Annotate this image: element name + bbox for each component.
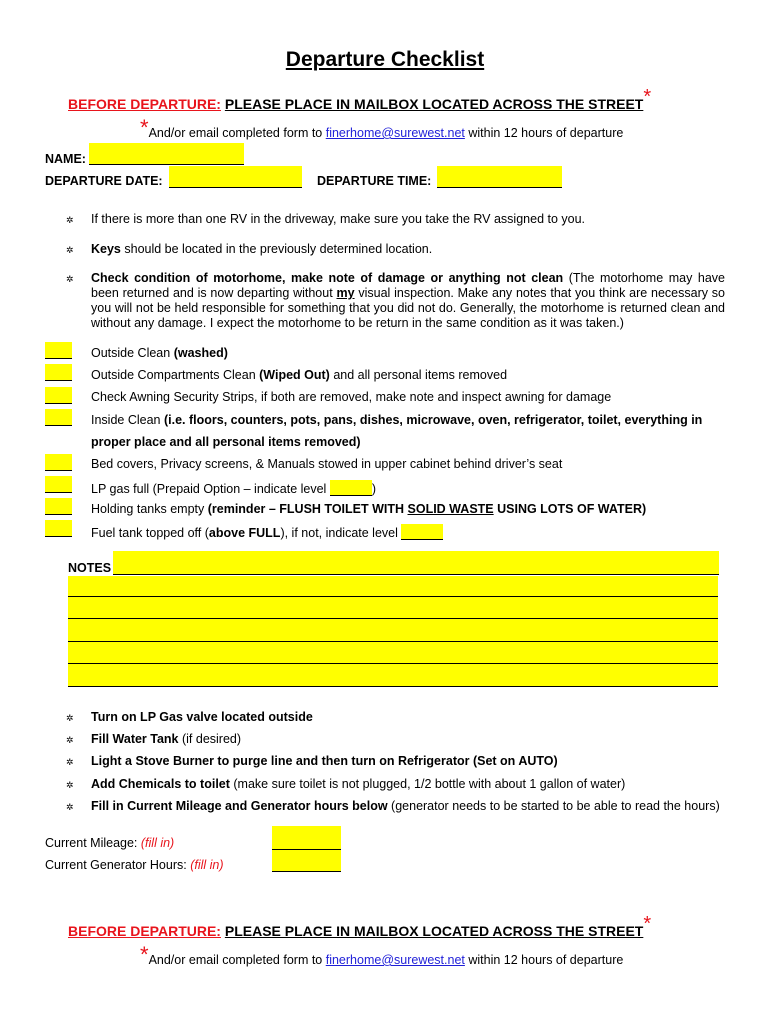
departure-time-label: DEPARTURE TIME: (317, 174, 432, 188)
asterisk-icon: * (643, 913, 652, 935)
generator-hours-underline (272, 871, 341, 872)
item-outside-clean: Outside Clean (washed) (91, 346, 228, 360)
keys-note: Keys should be located in the previously determined location. (91, 242, 433, 256)
rv-assignment-note: If there is more than one RV in the driveway, make sure you take the RV assigned to you. (91, 212, 586, 226)
notes-underline-2 (68, 596, 718, 597)
before-departure-label: BEFORE DEPARTURE: (68, 923, 221, 939)
notes-underline-1 (113, 574, 719, 575)
lp-valve-step: Turn on LP Gas valve located outside (91, 710, 313, 724)
notes-underline-6 (68, 686, 718, 687)
name-label: NAME: (45, 152, 86, 166)
asterisk-icon: * (140, 942, 149, 967)
chemicals-step: Add Chemicals to toilet (make sure toilet is not plugged, 1/2 bottle with about 1 gallon of water) (91, 777, 626, 791)
generator-hours-field[interactable] (272, 850, 341, 872)
bullet-icon: ✲ (66, 245, 74, 255)
current-mileage-field[interactable] (272, 826, 341, 850)
stove-burner-step: Light a Stove Burner to purge line and then turn on Refrigerator (Set on AUTO) (91, 754, 558, 768)
item-outside-compartments: Outside Compartments Clean (Wiped Out) and all personal items removed (91, 368, 508, 382)
bullet-icon: ✲ (66, 713, 74, 723)
item-lp-gas: LP gas full (Prepaid Option – indicate level ) (91, 482, 376, 496)
item-awning-strips: Check Awning Security Strips, if both are removed, make note and inspect awning for damage (91, 390, 612, 404)
notes-underline-3 (68, 618, 718, 619)
notes-underline-5 (68, 663, 718, 664)
checkbox-lp-gas[interactable] (45, 476, 72, 493)
before-departure-header-top (68, 86, 652, 115)
checkbox-outside-compartments[interactable] (45, 364, 72, 381)
before-departure-header-bottom (68, 913, 652, 942)
checkbox-awning-strips[interactable] (45, 387, 72, 404)
departure-time-underline (437, 187, 562, 188)
notes-line-1[interactable] (113, 551, 719, 575)
mileage-step: Fill in Current Mileage and Generator hours below (generator needs to be started to be able to read the hours) (91, 799, 720, 813)
item-holding-tanks: Holding tanks empty (reminder – FLUSH TOILET WITH SOLID WASTE USING LOTS OF WATER) (91, 502, 647, 516)
asterisk-icon: * (140, 115, 149, 140)
departure-date-field[interactable] (169, 166, 302, 188)
fuel-level-field[interactable] (401, 524, 443, 540)
bullet-icon: ✲ (66, 274, 74, 284)
email-link[interactable]: finerhome@surewest.net (325, 953, 465, 967)
page-title: Departure Checklist (285, 48, 485, 71)
checkbox-holding-tanks[interactable] (45, 498, 72, 515)
item-inside-clean: Inside Clean (i.e. floors, counters, pots, pans, dishes, microwave, oven, refrigerator, toilet, everything in (91, 413, 703, 427)
current-mileage-label: Current Mileage: (fill in) (45, 836, 175, 850)
notes-label: NOTES (68, 561, 112, 575)
bullet-icon: ✲ (66, 757, 74, 767)
email-link[interactable]: finerhome@surewest.net (325, 126, 465, 140)
item-bed-covers: Bed covers, Privacy screens, & Manuals stowed in upper cabinet behind driver’s seat (91, 457, 563, 471)
departure-date-label: DEPARTURE DATE: (45, 174, 163, 188)
checkbox-inside-clean[interactable] (45, 409, 72, 426)
condition-check-paragraph: Check condition of motorhome, make note of damage or anything not clean (The motorhome may have been returned and is now departing without my visual inspection. Make any notes that you think are necessary so you will not be held responsible for something that you did not do. Generally, the motorhome is returned clean and without any damage. I expect the motorhome to be return in the same condition as it was taken.) (91, 271, 725, 330)
generator-hours-label: Current Generator Hours: (fill in) (45, 858, 224, 872)
bullet-icon: ✲ (66, 215, 74, 225)
item-fuel-tank: Fuel tank topped off (above FULL), if not, indicate level (91, 524, 443, 540)
mailbox-instruction: PLEASE PLACE IN MAILBOX LOCATED ACROSS THE STREET (224, 96, 644, 112)
lp-gas-level-field[interactable] (330, 480, 372, 496)
asterisk-icon: * (643, 86, 652, 108)
notes-area[interactable] (68, 576, 718, 686)
water-tank-step: Fill Water Tank (if desired) (91, 732, 242, 746)
name-field[interactable] (89, 143, 244, 165)
departure-date-underline (169, 187, 302, 188)
bullet-icon: ✲ (66, 780, 74, 790)
notes-underline-4 (68, 641, 718, 642)
mailbox-instruction: PLEASE PLACE IN MAILBOX LOCATED ACROSS THE STREET (224, 923, 644, 939)
item-inside-clean-cont: proper place and all personal items removed) (91, 435, 361, 449)
email-instruction-bottom: *And/or email completed form to finerhome@surewest.net within 12 hours of departure (140, 942, 624, 967)
bullet-icon: ✲ (66, 802, 74, 812)
name-underline (89, 164, 244, 165)
before-departure-label: BEFORE DEPARTURE: (68, 96, 221, 112)
checkbox-fuel-tank[interactable] (45, 520, 72, 537)
departure-time-field[interactable] (437, 166, 562, 188)
checkbox-bed-covers[interactable] (45, 454, 72, 471)
email-instruction-top: *And/or email completed form to finerhome@surewest.net within 12 hours of departure (140, 115, 624, 140)
checkbox-outside-clean[interactable] (45, 342, 72, 359)
bullet-icon: ✲ (66, 735, 74, 745)
